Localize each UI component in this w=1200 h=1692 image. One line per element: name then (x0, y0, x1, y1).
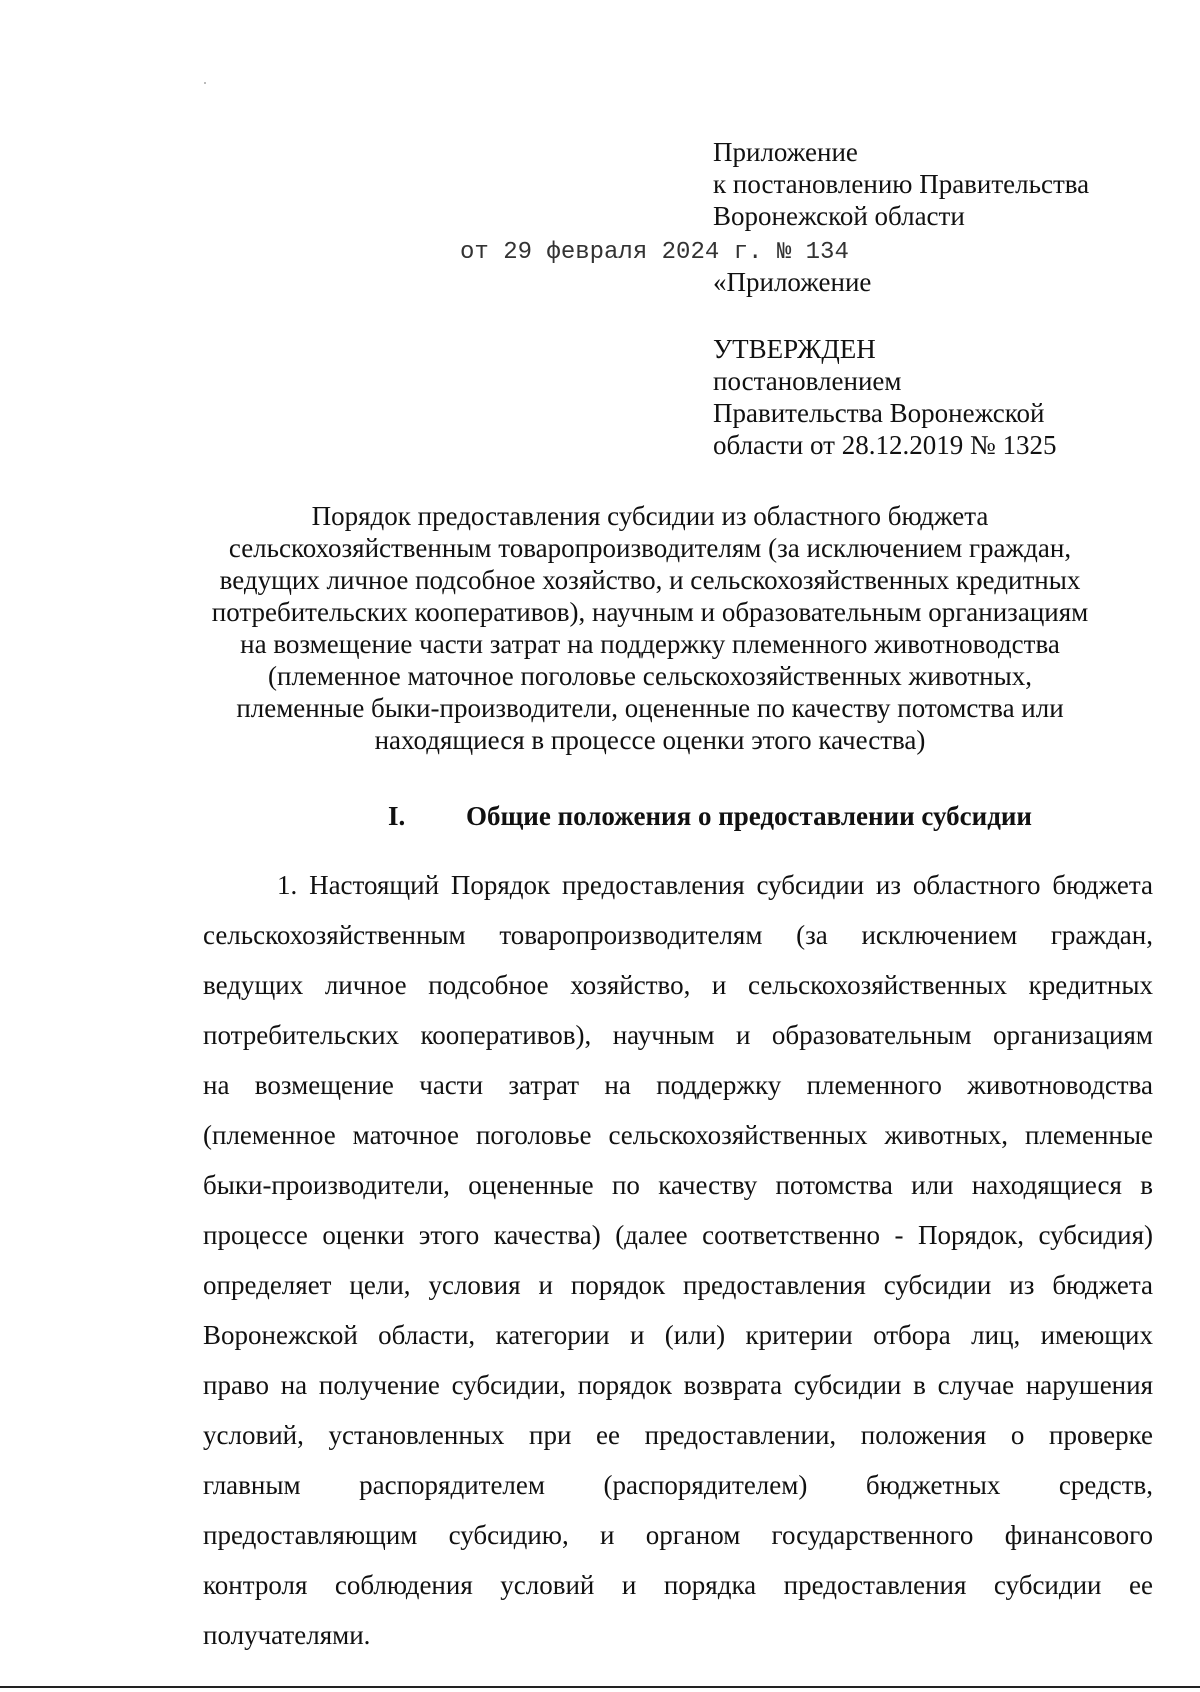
title-line: Порядок предоставления субсидии из областного бюджета (311, 501, 989, 531)
title-line: ведущих личное подсобное хозяйство, и сельскохозяйственных кредитных (219, 565, 1081, 595)
paragraph-line: Воронежской области, категории и (или) критерии отбора лиц, имеющих (203, 1320, 1153, 1350)
paragraph-line: право на получение субсидии, порядок возврата субсидии в случае нарушения (203, 1370, 1153, 1400)
paragraph-line: на возмещение части затрат на поддержку племенного животноводства (203, 1070, 1153, 1100)
title-line: на возмещение части затрат на поддержку племенного животноводства (240, 629, 1060, 659)
quoted-appendix-label: «Приложение (713, 267, 872, 297)
document-title (150, 500, 1150, 756)
paragraph-line: быки-производители, оцененные по качеству потомства или находящиеся в (203, 1170, 1153, 1200)
approval-block (713, 333, 1056, 461)
title-line: находящиеся в процессе оценки этого качества) (374, 725, 926, 755)
approval-line: области от 28.12.2019 № 1325 (713, 430, 1057, 460)
paragraph-line: контроля соблюдения условий и порядка предоставления субсидии ее (203, 1570, 1153, 1600)
title-line: потребительских кооперативов), научным и образовательным организациям (211, 597, 1089, 627)
paragraph-line: получателями. (203, 1620, 371, 1650)
paragraph-1 (203, 860, 1153, 1660)
date-number-stamp: от 29 февраля 2024 г. № 134 (460, 239, 849, 266)
approval-line: УТВЕРЖДЕН (713, 334, 876, 364)
paragraph-line: сельскохозяйственным товаропроизводителям (за исключением граждан, (203, 920, 1153, 950)
title-line: племенные быки-производители, оцененные по качеству потомства или (236, 693, 1064, 723)
section-title: Общие положения о предоставлении субсидии (466, 801, 1032, 831)
appendix-header (713, 136, 1089, 232)
page-bottom-rule (0, 1686, 1200, 1688)
paragraph-line: потребительских кооперативов), научным и образовательным организациям (203, 1020, 1153, 1050)
scan-speck (204, 82, 206, 84)
paragraph-line: условий, установленных при ее предоставлении, положения о проверке (203, 1420, 1153, 1450)
paragraph-line: 1. Настоящий Порядок предоставления субсидии из областного бюджета (277, 870, 1153, 900)
title-line: (племенное маточное поголовье сельскохозяйственных животных, (268, 661, 1032, 691)
appendix-line: Приложение (713, 137, 858, 167)
approval-line: постановлением (713, 366, 902, 396)
title-line: сельскохозяйственным товаропроизводителям (за исключением граждан, (228, 533, 1072, 563)
section-number: I. (388, 801, 406, 831)
paragraph-line: ведущих личное подсобное хозяйство, и сельскохозяйственных кредитных (203, 970, 1153, 1000)
appendix-line: к постановлению Правительства (713, 169, 1090, 199)
section-heading (388, 800, 1032, 832)
paragraph-line: (племенное маточное поголовье сельскохозяйственных животных, племенные (203, 1120, 1153, 1150)
paragraph-line: определяет цели, условия и порядок предоставления субсидии из бюджета (203, 1270, 1153, 1300)
paragraph-line: процессе оценки этого качества) (далее соответственно - Порядок, субсидия) (203, 1220, 1153, 1250)
paragraph-line: главным распорядителем (распорядителем) бюджетных средств, (203, 1470, 1153, 1500)
approval-line: Правительства Воронежской (713, 398, 1045, 428)
paragraph-line: предоставляющим субсидию, и органом государственного финансового (203, 1520, 1153, 1550)
appendix-line: Воронежской области (713, 201, 965, 231)
